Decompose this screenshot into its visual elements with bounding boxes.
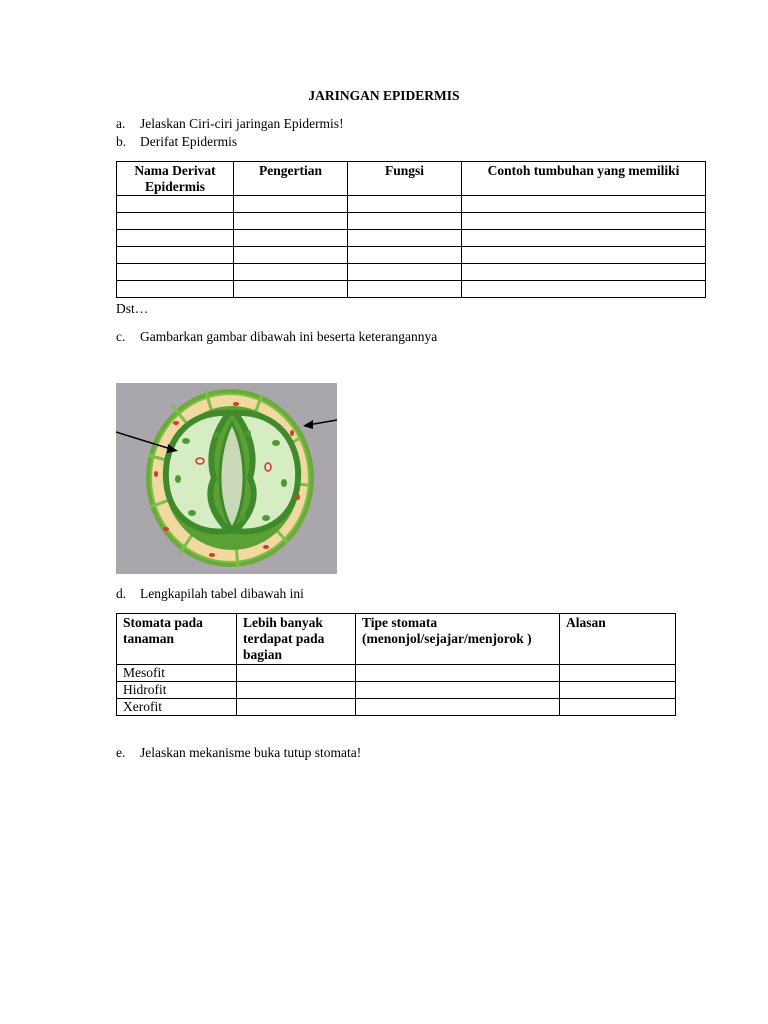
table-header: Pengertian	[234, 162, 348, 196]
table-row	[117, 196, 706, 213]
table-header: Lebih banyak terdapat pada bagian	[237, 614, 356, 665]
question-letter: b.	[116, 134, 127, 149]
table-row	[117, 213, 706, 230]
question-letter: e.	[116, 745, 126, 760]
dst-text: Dst…	[116, 301, 149, 316]
plant-type-cell: Xerofit	[117, 699, 237, 716]
table-row	[117, 247, 706, 264]
question-letter: a.	[116, 116, 126, 131]
table-header: Fungsi	[348, 162, 462, 196]
table-row	[117, 699, 676, 716]
table-row	[117, 682, 676, 699]
table-header: Contoh tumbuhan yang memiliki	[462, 162, 706, 196]
plant-type-cell: Hidrofit	[117, 682, 237, 699]
question-letter: d.	[116, 586, 127, 601]
table-header: Tipe stomata (menonjol/sejajar/menjorok )	[356, 614, 560, 665]
derivat-table	[116, 161, 706, 298]
question-letter: c.	[116, 329, 126, 344]
plant-type-cell: Mesofit	[117, 665, 237, 682]
question-d	[116, 586, 304, 602]
stomata-illustration-icon	[116, 383, 337, 574]
question-b	[116, 134, 237, 150]
question-a	[116, 116, 344, 132]
table-row	[117, 665, 676, 682]
table-header: Alasan	[560, 614, 676, 665]
question-text: Lengkapilah tabel dibawah ini	[140, 586, 304, 601]
table-row	[117, 281, 706, 298]
page-title: JARINGAN EPIDERMIS	[308, 88, 460, 103]
question-e	[116, 745, 361, 761]
stomata-figure	[116, 383, 337, 574]
question-text: Gambarkan gambar dibawah ini beserta keterangannya	[140, 329, 438, 344]
table-row	[117, 264, 706, 281]
stomata-table	[116, 613, 676, 716]
question-text: Jelaskan mekanisme buka tutup stomata!	[140, 745, 362, 760]
table-header: Nama Derivat Epidermis	[117, 162, 234, 196]
table-row	[117, 230, 706, 247]
question-c	[116, 329, 437, 345]
table-header: Stomata pada tanaman	[117, 614, 237, 665]
question-text: Jelaskan Ciri-ciri jaringan Epidermis!	[140, 116, 344, 131]
question-text: Derifat Epidermis	[140, 134, 238, 149]
